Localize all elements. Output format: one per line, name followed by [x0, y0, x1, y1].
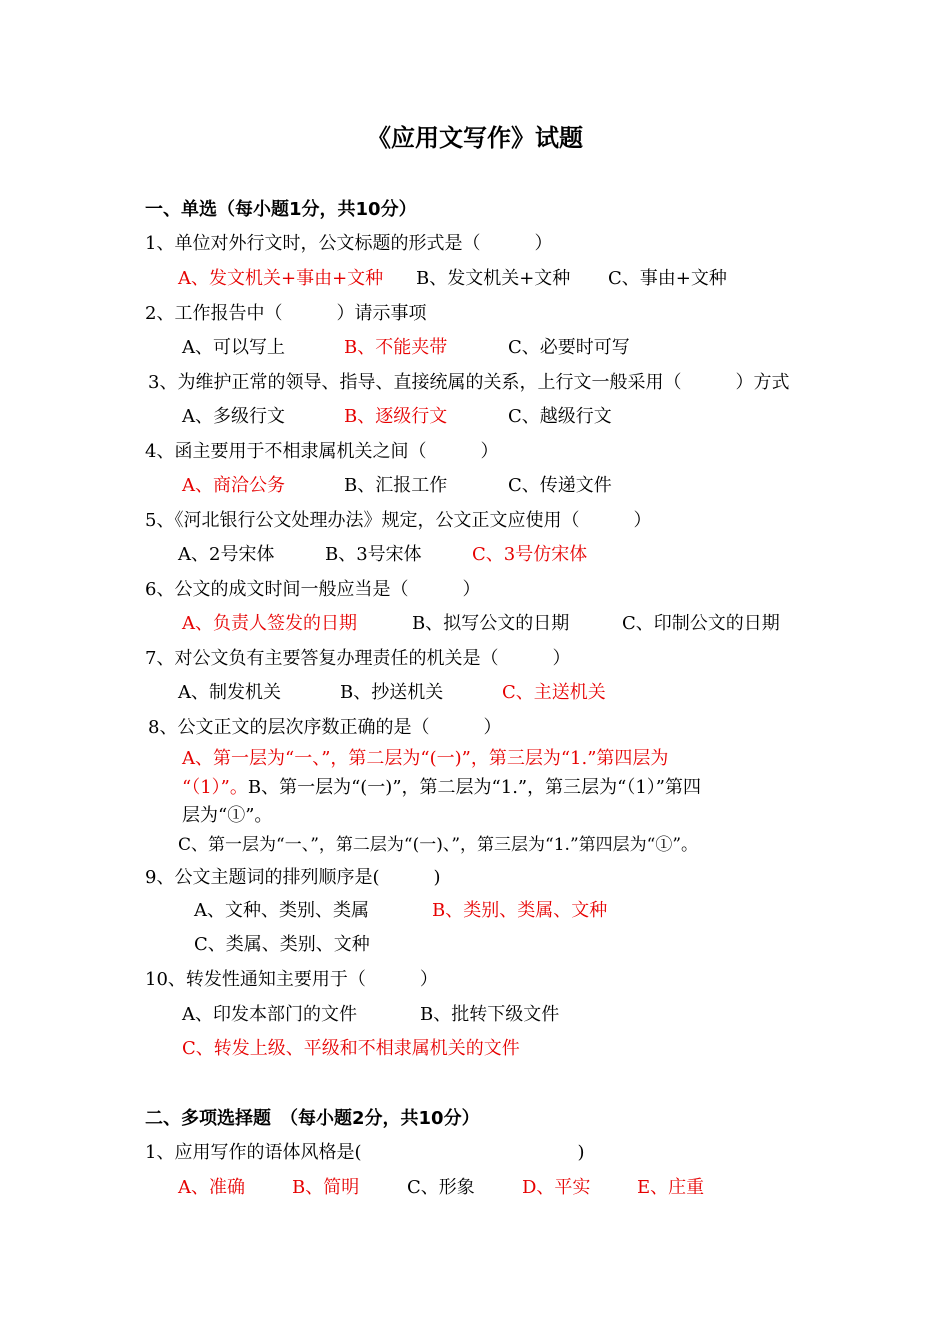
q8-option-b-cont: 层为“①”。 — [182, 805, 273, 826]
q3-option-c: C、越级行文 — [508, 406, 612, 427]
q4-option-b: B、汇报工作 — [344, 475, 448, 496]
q10-option-b: B、批转下级文件 — [420, 1004, 560, 1025]
question-7: 7、对公文负有主要答复办理责任的机关是（ ） — [145, 648, 571, 669]
q8-option-b: B、第一层为“(一)”，第二层为“1.”，第三层为“（1）”第四 — [247, 777, 701, 798]
mq1-option-d: D、平实 — [522, 1177, 591, 1198]
q9-option-b: B、类别、类属、文种 — [432, 900, 608, 921]
mq1-option-e: E、庄重 — [637, 1177, 705, 1198]
q1-option-c: C、事由+文种 — [608, 268, 727, 289]
section-2-heading: 二、多项选择题 （每小题2分，共10分） — [145, 1108, 480, 1129]
multi-question-1: 1、应用写作的语体风格是( ) — [145, 1142, 585, 1163]
question-4: 4、函主要用于不相隶属机关之间（ ） — [145, 441, 499, 462]
q3-option-a: A、多级行文 — [182, 406, 285, 427]
q1-option-a: A、发文机关+事由+文种 — [178, 268, 384, 289]
page-title: 《应用文写作》试题 — [367, 124, 583, 152]
section-1-heading: 一、单选（每小题1分，共10分） — [145, 199, 417, 220]
question-8: 8、公文正文的层次序数正确的是（ ） — [148, 717, 502, 738]
q9-option-a: A、文种、类别、类属 — [194, 900, 369, 921]
q8-option-a-cont: “（1）”。 — [182, 777, 248, 798]
q4-option-a: A、商洽公务 — [182, 475, 285, 496]
question-9: 9、公文主题词的排列顺序是( ) — [145, 867, 441, 888]
mq1-option-a: A、准确 — [178, 1177, 245, 1198]
q7-option-c: C、主送机关 — [502, 682, 606, 703]
q6-option-c: C、印制公文的日期 — [622, 613, 780, 634]
question-5: 5、《河北银行公文处理办法》规定，公文正文应使用（ ） — [145, 510, 652, 531]
q10-option-c: C、转发上级、平级和不相隶属机关的文件 — [182, 1038, 520, 1059]
q2-option-c: C、必要时可写 — [508, 337, 630, 358]
q8-option-c: C、第一层为“一、”，第二层为“(一)、”，第三层为“1.”第四层为“①”。 — [178, 835, 699, 855]
mq1-option-b: B、简明 — [292, 1177, 360, 1198]
q6-option-b: B、拟写公文的日期 — [412, 613, 570, 634]
q2-option-a: A、可以写上 — [182, 337, 285, 358]
q7-option-a: A、制发机关 — [178, 682, 281, 703]
q9-option-c: C、类属、类别、文种 — [194, 934, 370, 955]
q5-option-c: C、3号仿宋体 — [472, 544, 588, 565]
q1-option-b: B、发文机关+文种 — [416, 268, 571, 289]
question-1: 1、单位对外行文时，公文标题的形式是（ ） — [145, 233, 553, 254]
mq1-option-c: C、形象 — [407, 1177, 475, 1198]
q5-option-a: A、2号宋体 — [178, 544, 275, 565]
question-2: 2、工作报告中（ ）请示事项 — [145, 303, 427, 324]
q3-option-b: B、逐级行文 — [344, 406, 448, 427]
q10-option-a: A、印发本部门的文件 — [182, 1004, 357, 1025]
q8-option-a: A、第一层为“一、”，第二层为“(一)”，第三层为“1.”第四层为 — [182, 748, 669, 769]
question-6: 6、公文的成文时间一般应当是（ ） — [145, 579, 481, 600]
q4-option-c: C、传递文件 — [508, 475, 612, 496]
q7-option-b: B、抄送机关 — [340, 682, 444, 703]
q2-option-b: B、不能夹带 — [344, 337, 448, 358]
q6-option-a: A、负责人签发的日期 — [182, 613, 357, 634]
question-3: 3、为维护正常的领导、指导、直接统属的关系，上行文一般采用（ ）方式 — [148, 372, 790, 393]
q5-option-b: B、3号宋体 — [325, 544, 422, 565]
question-10: 10、转发性通知主要用于（ ） — [145, 969, 438, 990]
